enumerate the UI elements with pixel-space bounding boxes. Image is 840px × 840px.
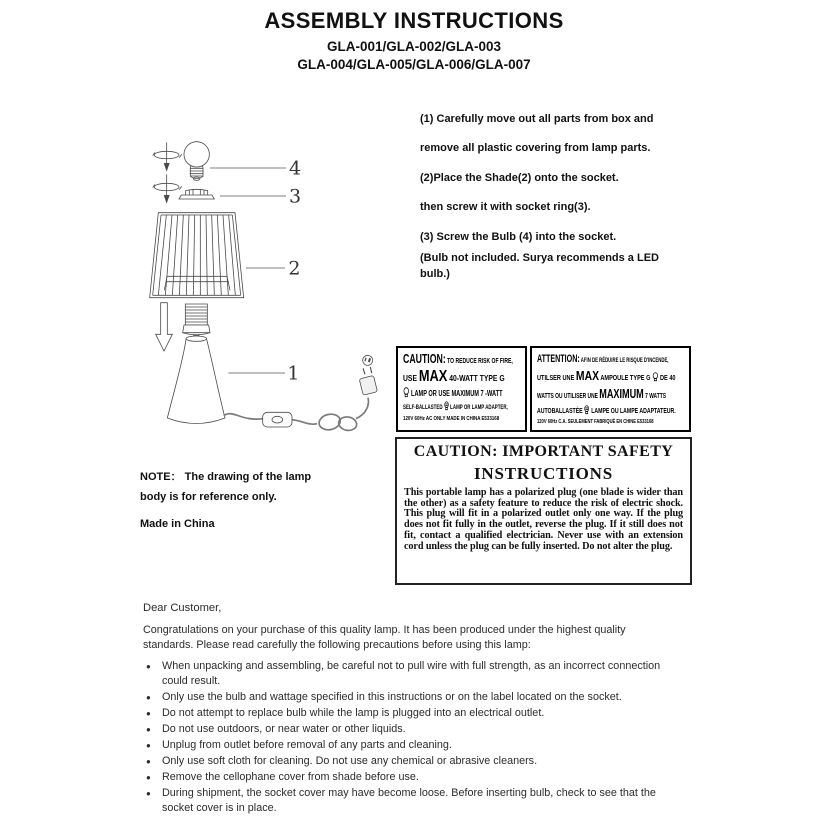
bulb-illustration (184, 142, 209, 181)
caution-line: CAUTION: TO REDUCE RISK OF FIRE, (403, 352, 513, 366)
customer-greeting: Dear Customer, (143, 602, 222, 614)
precaution-item: ● Unplug from outlet before removal of any parts and cleaning. (162, 738, 667, 753)
caution-line: WATTS OU UTILISER UNE MAXIMUM 7 WATTS (537, 386, 666, 401)
customer-section (143, 602, 663, 817)
note-line2: body is for reference only. (140, 491, 277, 503)
caution-line: 120V 60Hz AC ONLY MADE IN CHINA E533168 (403, 416, 500, 422)
header (0, 8, 828, 72)
caution-label-english (396, 346, 527, 432)
caution-line: ATTENTION: AFIN DE RÉDUIRE LE RISQUE D'INCENDE, (537, 353, 669, 365)
note-block (140, 467, 340, 534)
precaution-item: ● Do not use outdoors, or near water or other liquids. (162, 722, 667, 737)
step-line: then screw it with socket ring(3). (420, 201, 591, 213)
precaution-item: ● Remove the cellophane cover from shade before use. (162, 770, 667, 785)
power-cord-illustration (224, 398, 369, 432)
bulb-icon (403, 387, 409, 398)
down-arrow-icon (156, 303, 173, 351)
assembly-steps (420, 112, 720, 282)
safety-instructions-box (395, 437, 692, 585)
caution-line: 120V 60Hz C.A. SEULEMENT FABRIQUÉ EN CHINE E533168 (537, 419, 654, 425)
caution-line: SELF-BALLASTED LAMP OR LAMP ADAPTER, (403, 401, 480, 414)
lamp-body-illustration (167, 336, 225, 424)
socket-ring-illustration (179, 189, 214, 199)
page-title: ASSEMBLY INSTRUCTIONS (264, 8, 564, 33)
step-line: (1) Carefully move out all parts from box and (420, 113, 654, 125)
plug-illustration (359, 354, 377, 395)
rotate-arrow-icon (153, 174, 182, 203)
inline-switch-illustration (263, 412, 292, 427)
precaution-item: ● During shipment, the socket cover may have become loose. Before inserting bulb, check to see that the socket cover is in place. (162, 786, 667, 816)
self-ballasted-bulb-icon (584, 405, 590, 415)
bulb-icon (652, 372, 658, 382)
step-line: (2)Place the Shade(2) onto the socket. (420, 172, 619, 184)
callout-number-shade: 2 (288, 257, 301, 280)
caution-label-french (530, 346, 691, 432)
callout-number-bulb: 4 (289, 157, 302, 180)
lamp-assembly-diagram (135, 135, 385, 455)
made-in-china-text: Made in China (140, 518, 215, 530)
step-line: (Bulb not included. Surya recommends a LED (420, 252, 659, 264)
safety-body-text: This portable lamp has a polarized plug (one blade is wider than the other) as a safety feature to reduce the risk of electric shock. This plug will fit in a polarized outlet only one way. If the plug does not fit fully in the outlet, reverse the plug. If it still does not fit, contact a qualified electrician. Never use with an extension cord unless the plug can be fully inserted. Do not alter the plug. (404, 487, 683, 552)
safety-title-line1: CAUTION: IMPORTANT SAFETY (413, 443, 674, 460)
shade-illustration (150, 213, 244, 298)
model-numbers-line1: GLA-001/GLA-002/GLA-003 (326, 39, 502, 54)
callout-number-ring: 3 (289, 185, 302, 208)
precautions-list (162, 659, 667, 816)
callout-number-body: 1 (287, 362, 300, 385)
customer-intro: Congratulations on your purchase of this quality lamp. It has been produced under the highest quality standards. Please read carefully the following precautions before using this lamp: (143, 624, 626, 651)
precaution-item: ● Only use the bulb and wattage specified in this instructions or on the label located on the socket. (162, 690, 667, 705)
caution-line: UTILSER UNE MAX AMPOULE TYPE G DE 40 (537, 368, 676, 383)
self-ballasted-bulb-icon (444, 401, 449, 411)
note-line1: NOTE： The drawing of the lamp (140, 471, 312, 483)
model-numbers-line2: GLA-004/GLA-005/GLA-006/GLA-007 (297, 57, 531, 72)
precaution-item: ● Do not attempt to replace bulb while the lamp is plugged into an electrical outlet. (162, 706, 667, 721)
precaution-item: ● When unpacking and assembling, be careful not to pull wire with full strength, as an incorrect connection could result. (162, 659, 667, 689)
rating-labels (396, 346, 691, 432)
note-label: NOTE： (140, 471, 182, 483)
step-line: bulb.) (420, 268, 450, 280)
safety-title-line2: INSTRUCTIONS (473, 464, 614, 483)
precaution-item: ● Only use soft cloth for cleaning. Do not use any chemical or abrasive cleaners. (162, 754, 667, 769)
rotate-arrow-icon (153, 142, 182, 171)
caution-line: AUTOBALLASTÉE LAMPE OU LAMPE ADAPTATEUR. (537, 406, 676, 415)
caution-line: LAMP OR USE MAXIMUM 7 -WATT (403, 387, 488, 401)
step-line: (3) Screw the Bulb (4) into the socket. (420, 231, 617, 243)
caution-line: USE MAX 40-WATT TYPE G (403, 368, 505, 385)
socket-illustration (183, 304, 210, 338)
step-line: remove all plastic covering from lamp parts. (420, 142, 651, 154)
